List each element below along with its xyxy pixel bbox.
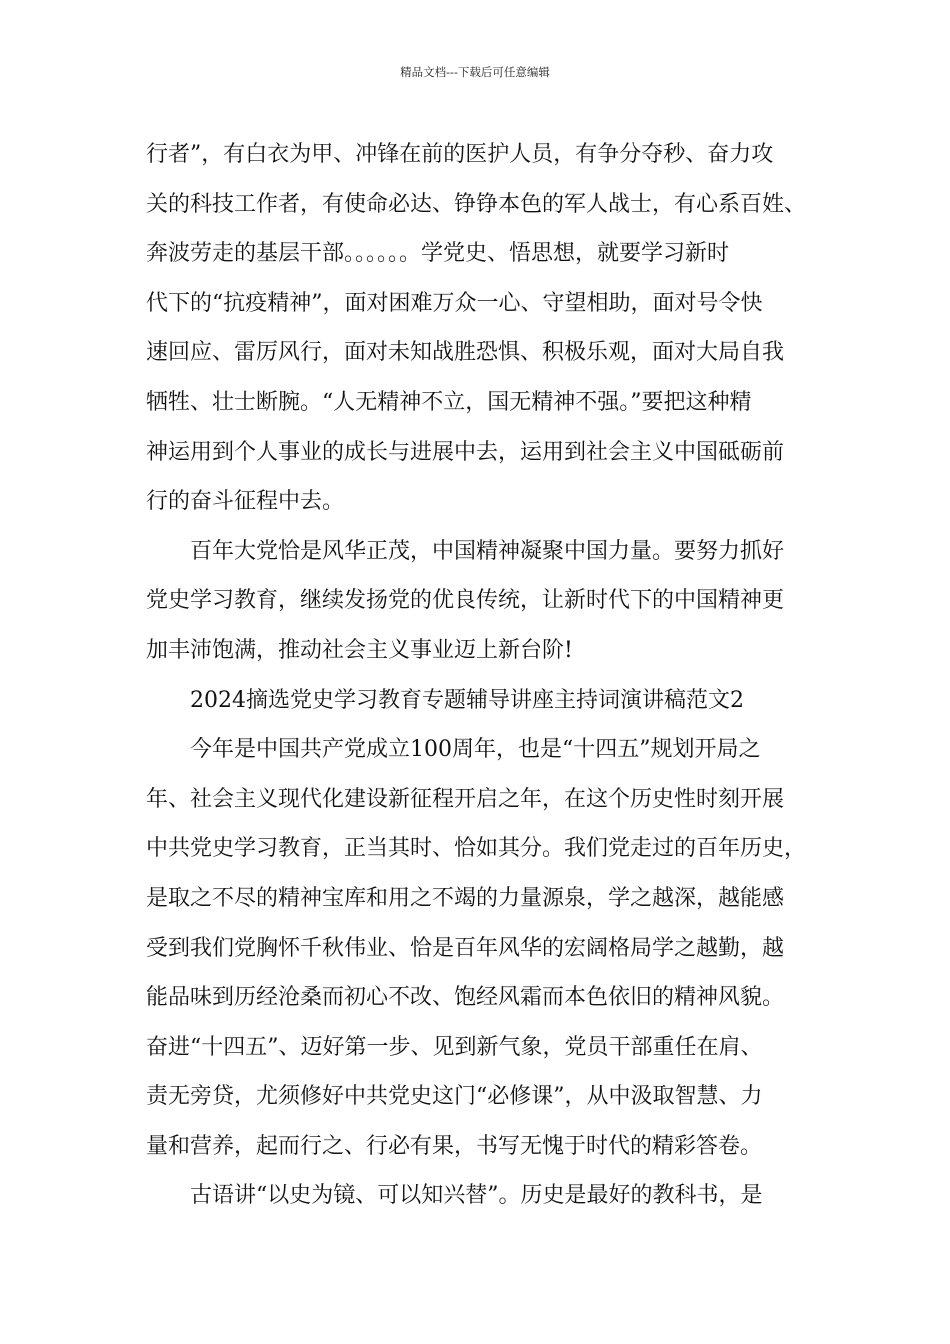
text-line: 中共党史学习教育，正当其时、恰如其分。我们党走过的百年历史，: [146, 836, 807, 862]
text-line: 能品味到历经沧桑而初心不改、饱经风霜而本色依旧的精神风貌。: [146, 985, 785, 1011]
text-line: 奋进“十四五”、迈好第一步、见到新气象，党员干部重任在肩、: [146, 1034, 763, 1060]
text-line: 行的奋斗征程中去。: [146, 489, 345, 515]
text-line: 是取之不尽的精神宝库和用之不竭的力量源泉，学之越深，越能感: [146, 885, 785, 911]
page-header: 精品文档---下载后可任意编辑: [400, 65, 550, 79]
text-line: 古语讲“以史为镜、可以知兴替”。历史是最好的教科书，是: [190, 1183, 763, 1209]
text-line: 加丰沛饱满，推动社会主义事业迈上新台阶!: [146, 637, 573, 663]
text-line: 年、社会主义现代化建设新征程开启之年，在这个历史性时刻开展: [146, 786, 785, 812]
text-line: 行者”，有白衣为甲、冲锋在前的医护人员，有争分夺秒、奋力攻: [146, 142, 774, 167]
document-body: [146, 130, 810, 1221]
text-line: 受到我们党胸怀千秋伟业、恰是百年风华的宏阔格局学之越勤，越: [146, 935, 785, 961]
text-line: 责无旁贷，尤须修好中共党史这门“必修课”，从中汲取智慧、力: [146, 1084, 763, 1110]
text-line: 今年是中国共产党成立100周年，也是“十四五”规划开局之: [190, 737, 761, 763]
text-line: 关的科技工作者，有使命必达、铮铮本色的军人战士，有心系百姓、: [146, 191, 807, 217]
text-line: 量和营养，起而行之、行必有果，书写无愧于时代的精彩答卷。: [146, 1133, 763, 1159]
text-line: 代下的“抗疫精神”，面对困难万众一心、守望相助，面对号令快: [146, 290, 763, 316]
text-line: 速回应、雷厉风行，面对未知战胜恐惧、积极乐观，面对大局自我: [146, 340, 785, 366]
section-title: 2024摘选党史学习教育专题辅导讲座主持词演讲稿范文2: [190, 687, 744, 713]
text-line: 牺牲、壮士断腕。“人无精神不立，国无精神不强。”要把这种精: [146, 389, 752, 415]
text-line: 奔波劳走的基层干部。。。。。。学党史、悟思想，就要学习新时: [146, 241, 730, 267]
text-line: 神运用到个人事业的成长与进展中去，运用到社会主义中国砥砺前: [146, 439, 785, 465]
text-line: 党史学习教育，继续发扬党的优良传统，让新时代下的中国精神更: [146, 588, 785, 614]
text-line: 百年大党恰是风华正茂，中国精神凝聚中国力量。要努力抓好: [190, 538, 785, 564]
